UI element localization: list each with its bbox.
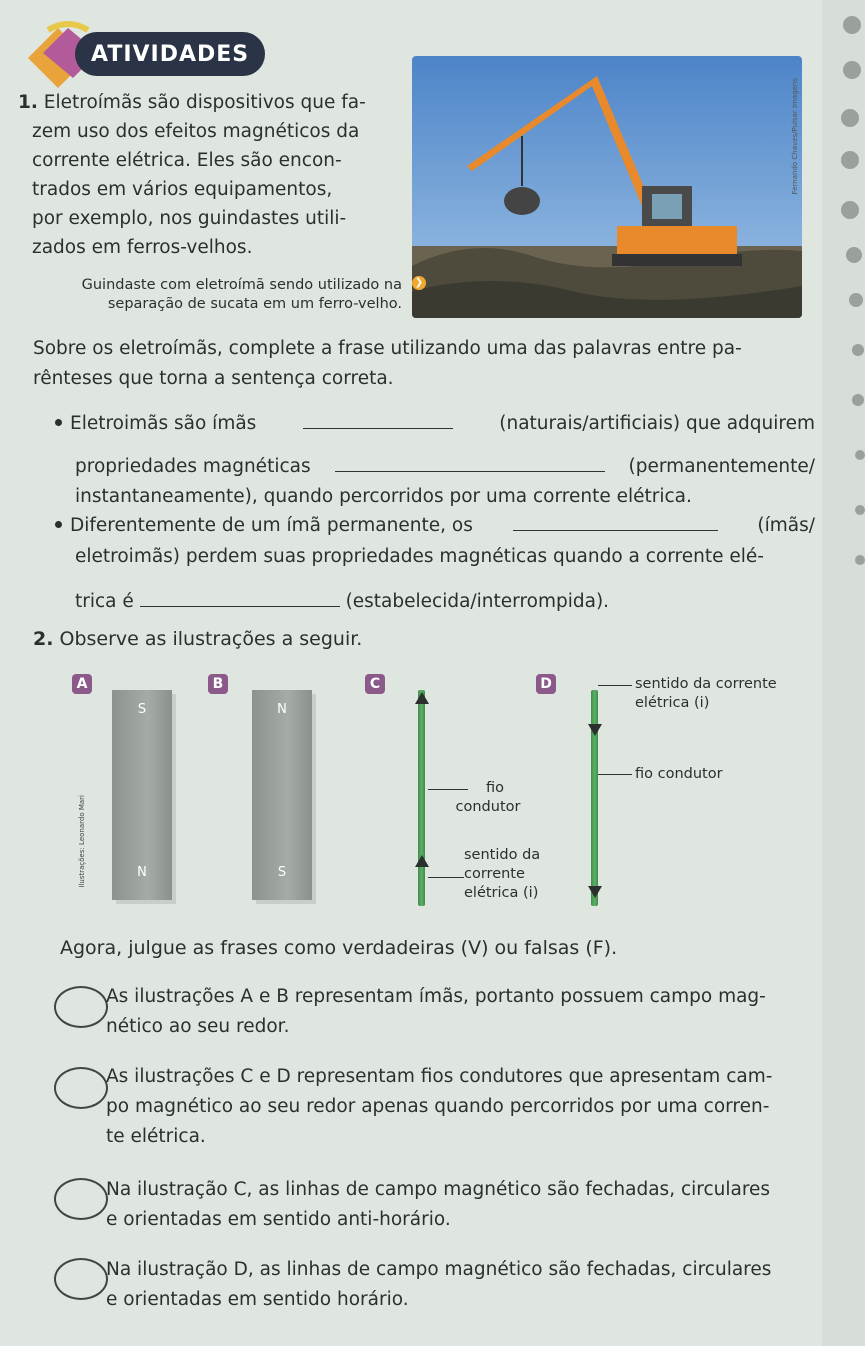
intro-line: trados em vários equipamentos, bbox=[32, 179, 333, 200]
instruction-line: rênteses que torna a sentença correta. bbox=[33, 368, 394, 389]
bullet2-text: trica é bbox=[75, 591, 134, 612]
intro-line: zados em ferros-velhos. bbox=[32, 237, 253, 258]
leader-line bbox=[428, 877, 464, 878]
statement-4 bbox=[106, 1255, 841, 1315]
arrow-up-icon bbox=[412, 690, 432, 710]
current-d-label bbox=[635, 675, 777, 713]
label-d: D bbox=[536, 674, 556, 694]
blank-1[interactable] bbox=[303, 410, 453, 429]
wire-label-line: fio bbox=[485, 780, 504, 796]
blank-3[interactable] bbox=[513, 512, 718, 531]
intro-line: Eletroímãs são dispositivos que fa- bbox=[43, 92, 366, 113]
bullet1-text: Eletroimãs são ímãs bbox=[70, 413, 257, 434]
question-1-intro bbox=[18, 88, 398, 262]
statement-line: As ilustrações C e D representam fios condutores que apresentam cam- bbox=[106, 1066, 773, 1087]
photo-caption bbox=[80, 276, 402, 314]
current-c-label bbox=[464, 846, 540, 903]
instruction-line: Sobre os eletroímãs, complete a frase utilizando uma das palavras entre pa- bbox=[33, 338, 742, 359]
label-a: A bbox=[72, 674, 92, 694]
statement-line: te elétrica. bbox=[106, 1126, 206, 1147]
magnet-a bbox=[112, 690, 172, 900]
statement-2 bbox=[106, 1062, 841, 1152]
bullet2-options: (ímãs/ bbox=[757, 515, 815, 536]
bullet1-text: propriedades magnéticas bbox=[75, 456, 311, 477]
current-label-line: corrente bbox=[464, 866, 525, 882]
bullet-icon bbox=[55, 521, 62, 528]
statement-line: e orientadas em sentido anti-horário. bbox=[106, 1209, 451, 1230]
caption-line: Guindaste com eletroímã sendo utilizado na bbox=[81, 277, 402, 293]
arrow-up-icon bbox=[412, 853, 432, 873]
leader-line bbox=[598, 685, 632, 686]
question-2-text: Observe as ilustrações a seguir. bbox=[59, 628, 363, 650]
wire-c bbox=[418, 690, 425, 906]
answer-circle-4[interactable] bbox=[54, 1258, 108, 1300]
wire-c-label bbox=[452, 779, 524, 817]
question-2-number: 2. bbox=[33, 628, 54, 650]
bullet2-text: eletroimãs) perdem suas propriedades magnéticas quando a corrente elé- bbox=[75, 546, 764, 567]
statement-line: Na ilustração D, as linhas de campo magnético são fechadas, circulares bbox=[106, 1259, 772, 1280]
intro-line: corrente elétrica. Eles são encon- bbox=[32, 150, 342, 171]
pole-top: S bbox=[137, 702, 147, 717]
statement-line: nético ao seu redor. bbox=[106, 1016, 290, 1037]
pole-bottom: S bbox=[277, 865, 287, 880]
banner-title: ATIVIDADES bbox=[91, 41, 250, 67]
label-b: B bbox=[208, 674, 228, 694]
arrow-down-icon bbox=[585, 880, 605, 900]
bullet-2 bbox=[55, 511, 815, 617]
wire-label-line: condutor bbox=[455, 799, 521, 815]
statement-line: Na ilustração C, as linhas de campo magnético são fechadas, circulares bbox=[106, 1179, 771, 1200]
bullet2-text: Diferentemente de um ímã permanente, os bbox=[70, 515, 473, 536]
magnet-b bbox=[252, 690, 312, 900]
bullet-1 bbox=[55, 409, 815, 512]
pole-top: N bbox=[277, 702, 287, 717]
question-2 bbox=[33, 628, 362, 650]
current-label-line: elétrica (i) bbox=[635, 695, 710, 711]
statement-line: As ilustrações A e B representam ímãs, portanto possuem campo mag- bbox=[106, 986, 766, 1007]
bullet-icon bbox=[55, 419, 62, 426]
caption-arrow-icon: ❯ bbox=[412, 276, 426, 290]
blank-4[interactable] bbox=[140, 588, 340, 607]
statement-1 bbox=[106, 982, 841, 1042]
leader-line bbox=[598, 774, 632, 775]
intro-line: zem uso dos efeitos magnéticos da bbox=[32, 121, 360, 142]
instruction bbox=[33, 334, 823, 394]
arrow-down-icon bbox=[585, 718, 605, 738]
activities-banner bbox=[75, 32, 265, 76]
wire-d-label: fio condutor bbox=[635, 766, 723, 782]
photo-credit: Fernando Chaves/Pulsar Imagens bbox=[791, 78, 799, 195]
intro-line: por exemplo, nos guindastes utili- bbox=[32, 208, 347, 229]
current-label-line: sentido da bbox=[464, 847, 541, 863]
statement-line: e orientadas em sentido horário. bbox=[106, 1289, 409, 1310]
current-label-line: sentido da corrente bbox=[635, 676, 777, 692]
label-c: C bbox=[365, 674, 385, 694]
answer-circle-1[interactable] bbox=[54, 986, 108, 1028]
answer-circle-3[interactable] bbox=[54, 1178, 108, 1220]
bullet1-text: instantaneamente), quando percorridos por uma corrente elétrica. bbox=[75, 486, 692, 507]
bullet1-options: (permanentemente/ bbox=[628, 456, 815, 477]
statement-line: po magnético ao seu redor apenas quando percorridos por uma corren- bbox=[106, 1096, 770, 1117]
current-label-line: elétrica (i) bbox=[464, 885, 539, 901]
crane-photo bbox=[412, 56, 802, 318]
blank-2[interactable] bbox=[335, 453, 605, 472]
judge-instruction: Agora, julgue as frases como verdadeiras (V) ou falsas (F). bbox=[60, 937, 618, 959]
caption-line: separação de sucata em um ferro-velho. bbox=[107, 296, 402, 312]
answer-circle-2[interactable] bbox=[54, 1067, 108, 1109]
statement-3 bbox=[106, 1175, 841, 1235]
question-1-number: 1. bbox=[18, 92, 38, 113]
pole-bottom: N bbox=[137, 865, 147, 880]
bullet1-options: (naturais/artificiais) que adquirem bbox=[499, 413, 815, 434]
illustration-credit: Ilustrações: Leonardo Mari bbox=[78, 795, 86, 888]
bullet2-options: (estabelecida/interrompida). bbox=[345, 591, 610, 612]
